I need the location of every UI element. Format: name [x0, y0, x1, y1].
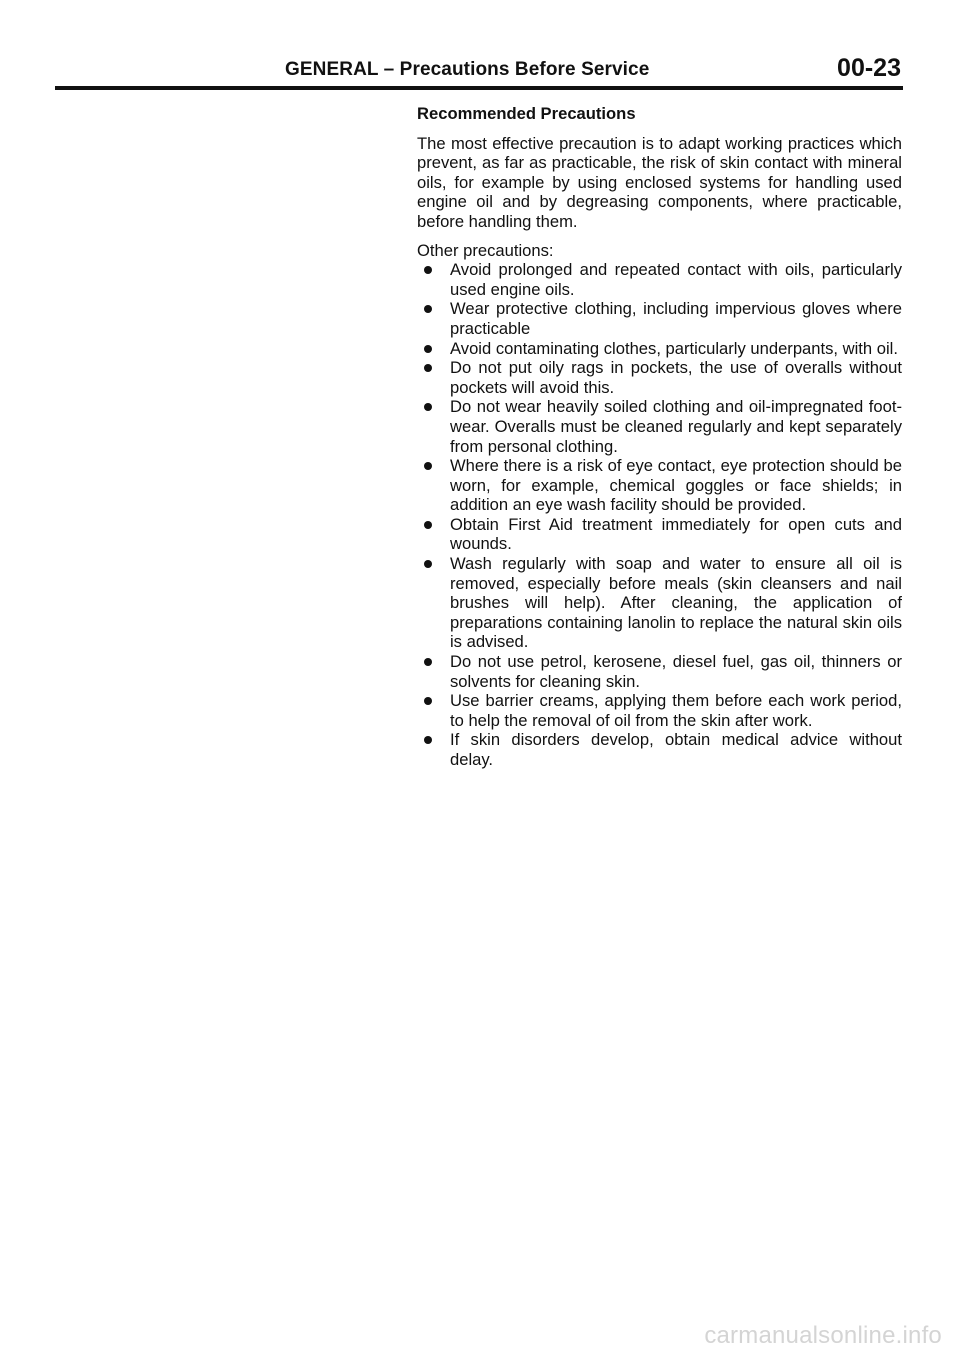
bullet-icon — [424, 345, 432, 353]
header-rule — [55, 86, 903, 90]
page-header — [55, 54, 905, 90]
bullet-icon — [424, 560, 432, 568]
bullet-icon — [424, 697, 432, 705]
bullet-icon — [424, 305, 432, 313]
watermark: carmanualsonline.info — [704, 1322, 942, 1349]
list-item-text: If skin disorders develop, obtain medical advice without delay. — [450, 730, 902, 769]
list-item — [417, 515, 902, 554]
list-item — [417, 397, 902, 456]
list-item-text: Avoid prolonged and repeated contact with oils, particularly used engine oils. — [450, 260, 902, 299]
list-item — [417, 456, 902, 515]
header-title: GENERAL – Precautions Before Service — [285, 59, 650, 80]
bullet-icon — [424, 364, 432, 372]
bullet-icon — [424, 521, 432, 529]
list-item — [417, 652, 902, 691]
list-item-text: Wash regularly with soap and water to ensure all oil is removed, especially before meals (skin cleansers and nail brushes will help). After cleaning, the application of preparations containing lanolin to replace the natural skin oils is advised. — [450, 554, 902, 652]
list-item — [417, 260, 902, 299]
bullet-icon — [424, 736, 432, 744]
list-item — [417, 358, 902, 397]
list-item-text: Do not use petrol, kerosene, diesel fuel, gas oil, thinners or solvents for cleaning skin. — [450, 652, 902, 691]
list-item — [417, 299, 902, 338]
bullet-icon — [424, 403, 432, 411]
bullet-icon — [424, 462, 432, 470]
list-item — [417, 730, 902, 769]
bullet-icon — [424, 266, 432, 274]
list-item-text: Avoid contaminating clothes, particularly underpants, with oil. — [450, 338, 898, 358]
list-item — [417, 691, 902, 730]
intro-paragraph: The most effective precaution is to adapt working practices which prevent, as far as practicable, the risk of skin contact with mineral oils, for example by using enclosed systems for handling used engine oil and by degreasing components, where practicable, before handling them. — [417, 133, 902, 231]
list-item-text: Wear protective clothing, including impervious gloves where practicable — [450, 299, 902, 338]
bullet-icon — [424, 658, 432, 666]
precautions-list — [417, 260, 902, 769]
list-item-text: Use barrier creams, applying them before each work period, to help the removal of oil from the skin after work. — [450, 691, 902, 730]
list-item — [417, 554, 902, 652]
page-number: 00-23 — [837, 54, 901, 82]
list-item-text: Do not wear heavily soiled clothing and oil-impregnated foot-wear. Overalls must be cleaned regularly and kept separately from personal clothing. — [450, 397, 902, 456]
section-heading: Recommended Precautions — [417, 104, 636, 123]
content-column — [417, 104, 902, 770]
list-item-text: Do not put oily rags in pockets, the use of overalls without pockets will avoid this. — [450, 358, 902, 397]
list-heading: Other precautions: — [417, 240, 554, 260]
list-item-text: Obtain First Aid treatment immediately for open cuts and wounds. — [450, 514, 902, 554]
list-item-text: Where there is a risk of eye contact, eye protection should be worn, for example, chemical goggles or face shields; in addition an eye wash facility should be provided. — [450, 456, 902, 515]
list-item — [417, 339, 902, 359]
